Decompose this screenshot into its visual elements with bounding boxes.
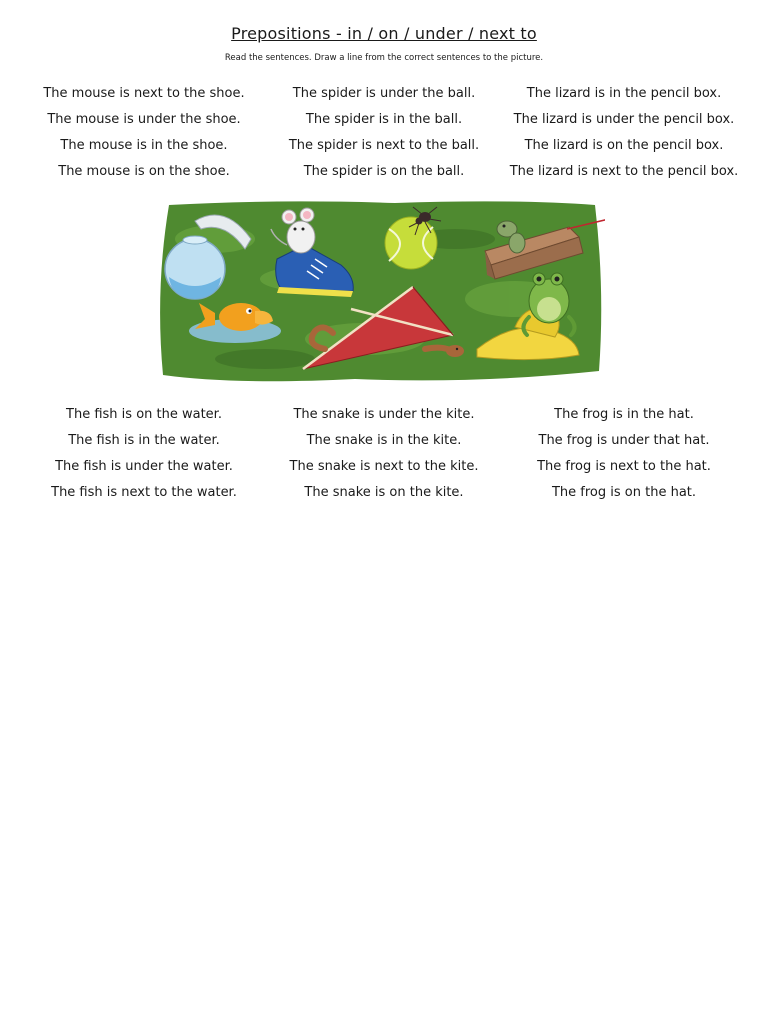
sentence: The lizard is on the pencil box. (524, 138, 724, 153)
sentence: The mouse is on the shoe. (58, 164, 230, 179)
sentence: The frog is next to the hat. (537, 459, 711, 474)
sentence: The spider is on the ball. (303, 164, 465, 179)
lizard-sentences (504, 84, 744, 188)
spider-sentences (264, 84, 504, 188)
sentence: The lizard is in the pencil box. (526, 86, 722, 101)
sentence: The frog is on the hat. (551, 485, 697, 500)
sentence: The spider is in the ball. (305, 112, 463, 127)
sentence: The fish is in the water. (68, 433, 220, 448)
sentence: The spider is under the ball. (292, 86, 476, 101)
sentence: The lizard is next to the pencil box. (509, 164, 739, 179)
sentence: The snake is next to the kite. (289, 459, 479, 474)
tennis-ball-icon (385, 217, 437, 269)
sentence: The fish is on the water. (66, 407, 222, 422)
sentence: The fish is under the water. (55, 459, 233, 474)
sentence: The snake is in the kite. (306, 433, 462, 448)
sentence: The mouse is next to the shoe. (43, 86, 245, 101)
sentence: The lizard is under the pencil box. (513, 112, 735, 127)
snake-sentences (264, 405, 504, 509)
worksheet-instructions: Read the sentences. Draw a line from the correct sentences to the picture. (224, 53, 544, 63)
prepositions-illustration (155, 199, 605, 384)
top-sentence-group (24, 84, 744, 188)
frog-sentences (504, 405, 744, 509)
worksheet-title: Prepositions - in / on / under / next to (231, 24, 537, 43)
fish-sentences (24, 405, 264, 509)
sentence: The frog is in the hat. (554, 407, 694, 422)
sentence: The mouse is under the shoe. (47, 112, 241, 127)
sentence: The spider is next to the ball. (288, 138, 480, 153)
bottom-sentence-group (24, 405, 744, 509)
mouse-sentences (24, 84, 264, 188)
sentence: The snake is on the kite. (304, 485, 464, 500)
sentence: The snake is under the kite. (293, 407, 475, 422)
sentence: The fish is next to the water. (51, 485, 237, 500)
sentence: The frog is under that hat. (538, 433, 710, 448)
sentence: The mouse is in the shoe. (60, 138, 228, 153)
